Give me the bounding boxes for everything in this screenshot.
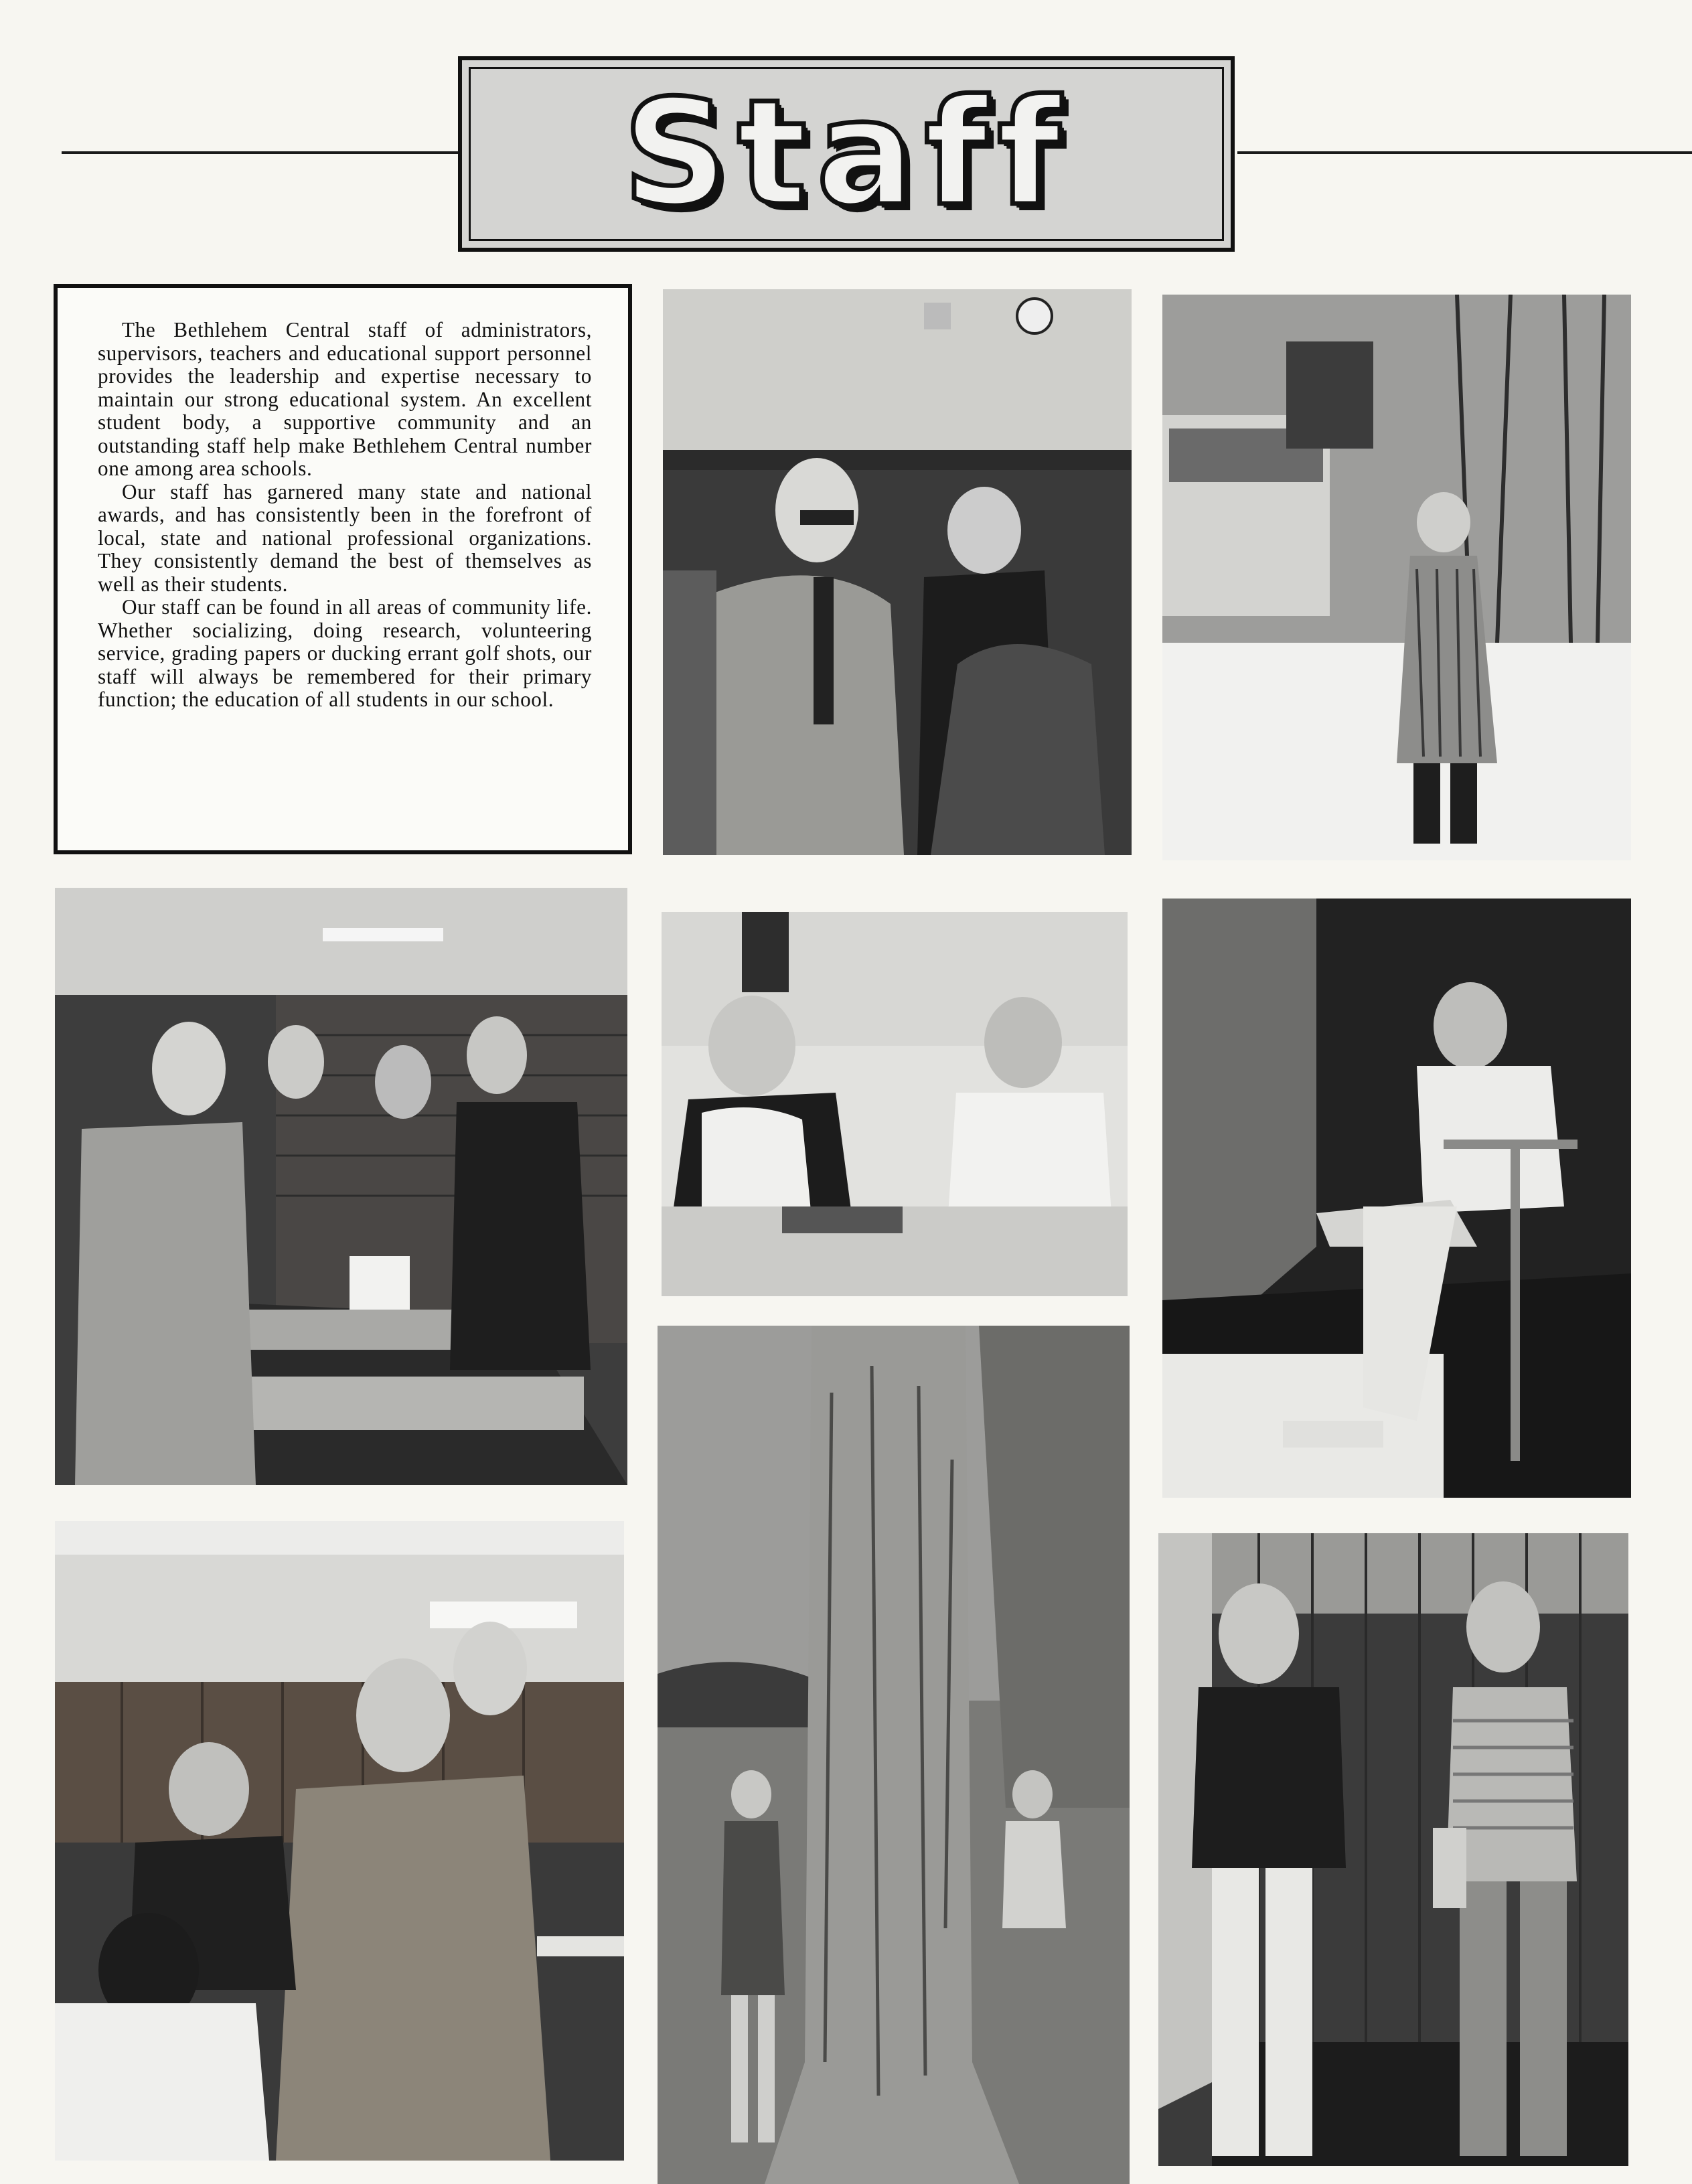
header-rule-left <box>62 151 459 154</box>
photo-grading-papers <box>1162 899 1631 1498</box>
intro-text-box <box>54 284 632 854</box>
photo-snow-sign <box>1162 295 1631 860</box>
intro-paragraph-1: The Bethlehem Central staff of administrators, supervisors, teachers and educational support personnel provides the leadership and expertise necessary to maintain our strong educational system. An excellent student body, a supportive community and an outstanding staff help make Bethlehem Central number one among area schools. <box>98 318 592 480</box>
page-title-box <box>458 56 1235 252</box>
photo-reception <box>663 289 1132 855</box>
page-title: Staff <box>622 69 1070 238</box>
photo-table-meeting <box>662 912 1128 1296</box>
header-rule-right <box>1237 151 1692 154</box>
photo-lockers-conversation <box>1158 1533 1628 2166</box>
photo-classroom-gathering <box>55 1521 624 2161</box>
intro-paragraph-3: Our staff can be found in all areas of community life. Whether socializing, doing research, volunteering service, grading papers or ducking errant golf shots, our staff will always be remembered for their primary function; the education of all students in our school. <box>98 595 592 711</box>
photo-golf-tree <box>658 1326 1130 2184</box>
photo-pancake-breakfast <box>55 888 627 1485</box>
intro-paragraph-2: Our staff has garnered many state and national awards, and has consistently been in the forefront of local, state and national professional organizations. They consistently demand the best of themselves as well as their students. <box>98 479 592 596</box>
